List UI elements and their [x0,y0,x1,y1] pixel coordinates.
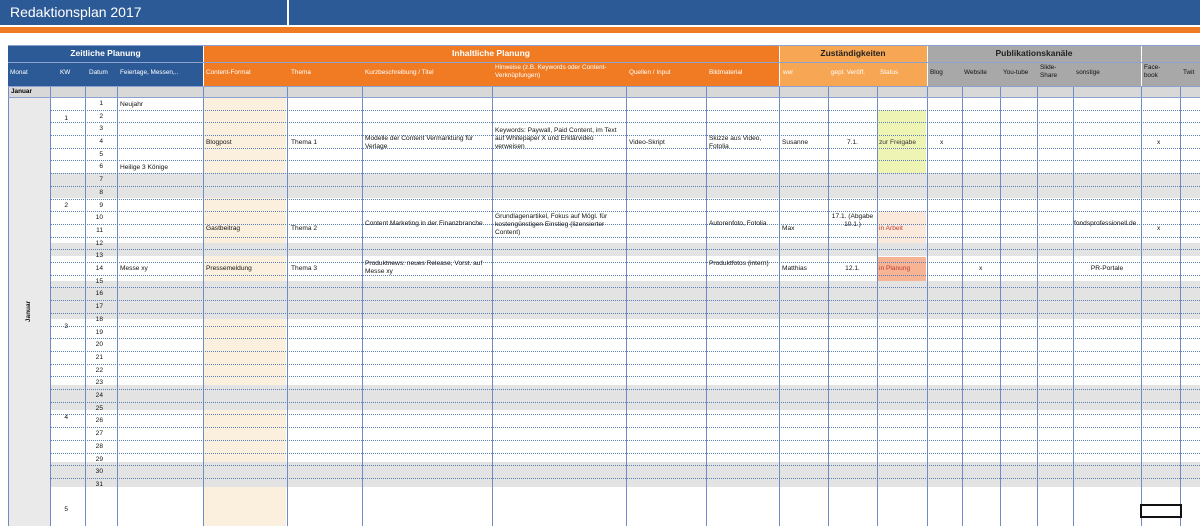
day-cell[interactable]: 11 [96,227,103,234]
day-cell[interactable]: 2 [99,113,103,120]
entry-kurz[interactable]: Produktnews: neues Release, Vorst. auf Messe xy [365,260,483,275]
group-zustaendigkeiten: Zuständigkeiten [779,45,927,62]
grid-hline [50,249,1200,250]
entry-gepl[interactable]: 17.1. (Abgabe 10.1.) [831,213,874,228]
grid-hline [50,148,1200,149]
group-zeitliche-planung: Zeitliche Planung [8,45,203,62]
grid-hline [50,313,1200,314]
grid-hline [50,199,1200,200]
day-cell[interactable]: 15 [95,278,103,285]
col-gepl-veroeff[interactable]: gepl. Veröff. [831,69,865,76]
entry-hinweise[interactable]: Keywords: Paywall, Paid Content, im Text auf Whitepaper X und Erklärvideo verweisen [495,127,617,150]
day-cell[interactable]: 31 [95,481,103,488]
grid-hline [50,402,1200,403]
grid-vline [492,86,493,526]
grid-hline [50,160,1200,161]
grid-hline [50,427,1200,428]
header-hline [8,86,1200,87]
entry-kurz[interactable]: Modelle der Content Vermarktung für Verlage [365,135,474,150]
grid-hline [50,351,1200,352]
entry-gepl[interactable]: 7.1. [847,139,858,146]
col-website[interactable]: Website [964,69,987,76]
month-vertical-label: Januar [24,300,32,322]
selected-cell[interactable] [1140,504,1182,518]
entry-status[interactable]: in Planung [879,265,911,272]
col-quellen[interactable]: Quellen / Input [629,69,671,76]
day-cell[interactable]: 1 [99,100,103,107]
grid-vline [962,86,963,526]
holiday-cell[interactable]: Heilige 3 Könige [120,164,169,171]
day-cell[interactable]: 4 [99,138,103,145]
grid-hline [50,338,1200,339]
entry-blog-mark[interactable]: x [940,139,944,146]
day-cell[interactable]: 23 [95,379,103,386]
grid-hline [50,478,1200,479]
entry-thema[interactable]: Thema 3 [291,265,318,272]
grid-vline [203,86,204,526]
kw-cell: 1 [64,115,68,122]
holiday-cell[interactable]: Messe xy [120,265,148,272]
grid-vline [626,86,627,526]
entry-bild[interactable]: Skizze aus Video, Fotolia [709,135,762,150]
grid-vline [779,86,780,526]
day-cell[interactable]: 22 [95,367,103,374]
day-cell[interactable]: 6 [99,163,103,170]
entry-gepl[interactable]: 12.1. [845,265,860,272]
grid-vline [877,86,878,526]
entry-wer[interactable]: Max [782,225,795,232]
col-twitter[interactable]: Twit [1183,69,1195,76]
grid-vline [287,86,288,526]
kw-cell: 5 [64,506,68,513]
day-cell[interactable]: 16 [95,290,103,297]
kw-cell: 4 [64,414,68,421]
header-hline [8,97,1200,98]
grid-vline [1000,86,1001,526]
day-cell[interactable]: 21 [95,354,103,361]
day-cell[interactable]: 8 [99,189,103,196]
col-kw[interactable]: KW [60,69,71,76]
day-cell[interactable]: 7 [99,176,103,183]
grid-hline [50,376,1200,377]
col-sonstige[interactable]: sonstige [1076,69,1100,76]
grid-hline [50,389,1200,390]
grid-hline [50,186,1200,187]
entry-wer[interactable]: Susanne [782,139,809,146]
col-hinweise[interactable]: Hinweise (z.B. Keywords oder Content-Verknüpfungen) [495,64,607,79]
entry-format[interactable]: Blogpost [206,139,232,146]
day-cell[interactable]: 13 [95,252,103,259]
entry-sonstige[interactable]: fondsprofessionell.de [1074,220,1137,227]
day-cell[interactable]: 30 [95,468,103,475]
col-youtube[interactable]: You-tube [1003,69,1029,76]
grid-vline [362,86,363,526]
col-status[interactable]: Status [880,69,899,76]
grid-vline [1037,86,1038,526]
group-separator [1141,45,1142,86]
day-cell[interactable]: 18 [95,316,103,323]
entry-hinweise[interactable]: Grundlagenartikel, Fokus auf Mögl. für kostengünstigen Einstieg (lizensierter Content) [495,213,608,236]
col-datum[interactable]: Datum [89,69,108,76]
grid-hline [50,135,1200,136]
kw-cell: 2 [64,202,68,209]
grid-vline [706,86,707,526]
entry-website-mark[interactable]: x [979,265,983,272]
grid-hline [50,173,1200,174]
kw-cell: 3 [64,323,68,330]
entry-bild[interactable]: Produktfotos (intern) [709,260,769,267]
grid-hline [50,326,1200,327]
day-cell[interactable]: 26 [95,417,103,424]
day-cell[interactable]: 20 [95,341,103,348]
day-cell[interactable]: 5 [99,151,103,158]
entry-thema[interactable]: Thema 2 [291,225,318,232]
entry-format[interactable]: Gastbeitrag [206,225,241,232]
col-facebook[interactable]: Face-book [1144,64,1161,79]
grid-vline [1141,86,1142,526]
grid-hline [50,300,1200,301]
col-bildmaterial[interactable]: Bildmaterial [709,69,743,76]
day-cell[interactable]: 10 [95,214,103,221]
grid-hline [50,275,1200,276]
grid-vline [8,86,9,526]
col-wer[interactable]: wer [783,69,794,76]
col-monat[interactable]: Monat [10,69,28,76]
col-feiertage[interactable]: Feiertage, Messen,.. [120,69,179,76]
grid-hline [50,211,1200,212]
group-separator [779,45,780,86]
entry-wer[interactable]: Matthias [782,265,807,272]
group-separator [927,45,928,86]
entry-sonstige[interactable]: PR-Portale [1090,265,1124,272]
group-publikationskanaele: Publikationskanäle [927,45,1141,62]
grid-hline [50,262,1200,263]
sheet-title: Redaktionsplan 2017 [10,4,142,20]
col-thema[interactable]: Thema [291,69,311,76]
day-cell[interactable]: 25 [95,405,103,412]
grid-hline [50,110,1200,111]
grid-vline [117,86,118,526]
col-slideshare[interactable]: Slide-Share [1040,64,1058,79]
day-cell[interactable]: 29 [95,456,103,463]
day-cell[interactable]: 12 [95,240,103,247]
group-inhaltliche-planung: Inhaltliche Planung [203,45,779,62]
grid-vline [1073,86,1074,526]
entry-facebook-mark[interactable]: x [1157,225,1161,232]
grid-vline [1180,86,1181,526]
grid-hline [50,237,1200,238]
grid-vline [828,86,829,526]
day-cell[interactable]: 24 [95,392,103,399]
grid-hline [50,453,1200,454]
day-cell[interactable]: 9 [99,202,103,209]
col-kurzbeschreibung[interactable]: Kurzbeschreibung / Titel [365,69,434,76]
entry-thema[interactable]: Thema 1 [291,139,318,146]
col-content-format[interactable]: Content-Format [206,69,251,76]
entry-facebook-mark[interactable]: x [1157,139,1161,146]
grid-hline [50,414,1200,415]
entry-status[interactable]: in Arbeit [879,225,903,232]
group-separator [203,45,204,86]
day-cell[interactable]: 14 [95,265,103,272]
entry-kurz[interactable]: Content Marketing in der Finanzbranche [365,220,483,227]
header-hline [8,62,1200,63]
grid-hline [50,364,1200,365]
entry-bild[interactable]: Autorenfoto, Fotolia [709,220,767,227]
grid-hline [50,122,1200,123]
entry-quellen[interactable]: Video-Skript [629,139,665,146]
grid-vline [50,86,51,526]
day-cell[interactable]: 3 [99,125,103,132]
day-cell[interactable]: 19 [95,329,103,336]
month-row-label: Januar [11,88,32,95]
holiday-cell[interactable]: Neujahr [120,101,144,108]
entry-status[interactable]: zur Freigabe [879,139,917,146]
day-cell[interactable]: 27 [95,430,103,437]
grid-hline [50,287,1200,288]
header-hline [8,45,1200,46]
entry-format[interactable]: Pressemeldung [206,265,252,272]
grid-hline [50,465,1200,466]
grid-vline [927,86,928,526]
grid-hline [50,440,1200,441]
day-cell[interactable]: 17 [95,303,103,310]
day-cell[interactable]: 28 [95,443,103,450]
col-blog[interactable]: Blog [930,69,943,76]
